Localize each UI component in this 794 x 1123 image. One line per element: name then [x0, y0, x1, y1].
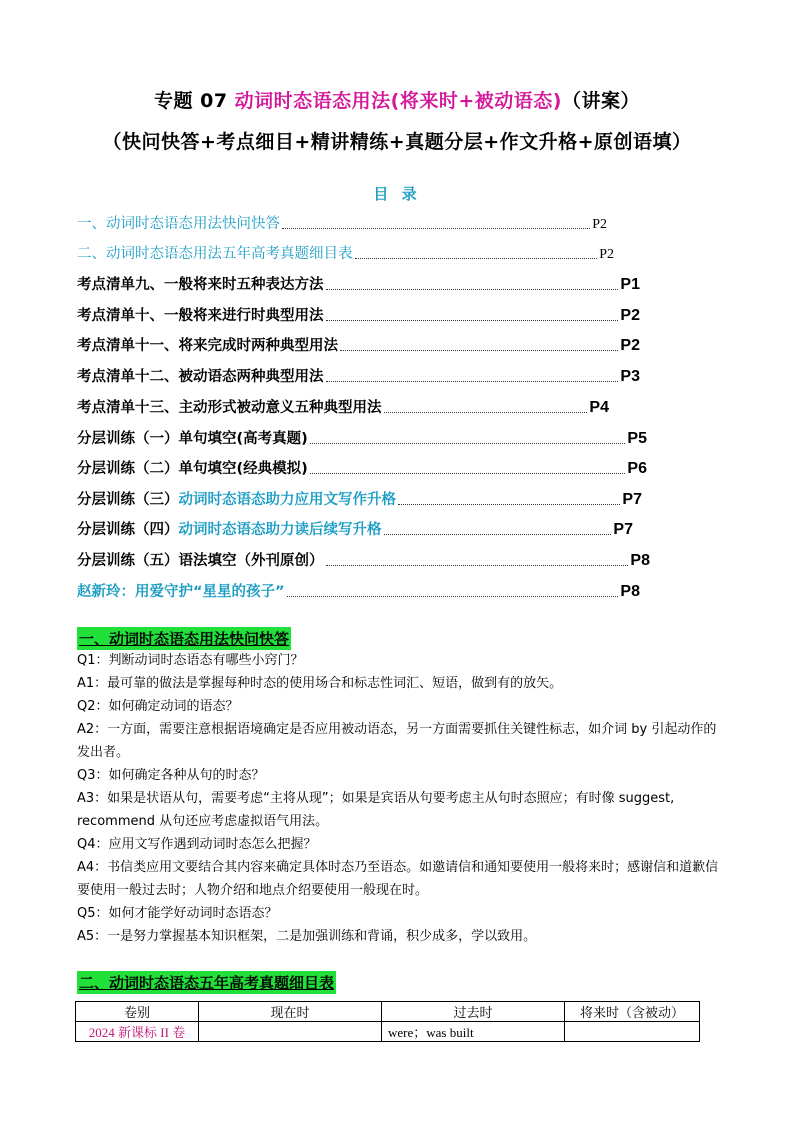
toc-item[interactable]	[77, 364, 640, 386]
table-cell	[565, 1022, 700, 1042]
toc-item-page: P3	[620, 368, 640, 385]
toc-item-label-part-a: 分层训练（四）	[77, 522, 179, 538]
toc-item-label: 分层训练（二）单句填空(经典模拟)	[77, 461, 308, 477]
table-header-cell: 将来时（含被动）	[565, 1002, 700, 1022]
table-header-cell: 卷别	[76, 1002, 199, 1022]
table-cell: were；was built	[382, 1022, 565, 1042]
toc-leader	[326, 289, 619, 290]
exam-table	[75, 1001, 700, 1042]
toc-item[interactable]	[77, 548, 650, 570]
toc-item-page: P7	[622, 491, 642, 508]
qa-line: A2：一方面，需要注意根据语境确定是否应用被动语态，另一方面需要抓住关键性标志，如介词 by 引起动作的发出者。	[77, 722, 717, 760]
toc-item-label: 一、动词时态语态用法快问快答	[77, 216, 280, 232]
toc-item-page: P2	[599, 247, 614, 262]
toc-item[interactable]	[77, 579, 640, 601]
document-title	[0, 86, 794, 113]
toc-item[interactable]	[77, 395, 609, 417]
qa-line: Q5：如何才能学好动词时态语态？	[77, 906, 278, 921]
toc-item[interactable]	[77, 241, 614, 263]
toc-item-label	[77, 488, 396, 509]
toc-item[interactable]	[77, 426, 647, 448]
table-cell	[199, 1022, 382, 1042]
table-row	[76, 1022, 700, 1042]
title-suffix: （讲案）	[561, 90, 640, 112]
toc-item-page: P1	[620, 276, 640, 293]
qa-line: Q4：应用文写作遇到动词时态怎么把握？	[77, 837, 317, 852]
toc-item[interactable]	[77, 303, 640, 325]
title-highlight: 动词时态语态用法(将来时+被动语态)	[234, 90, 562, 112]
toc-leader	[398, 504, 620, 505]
section-heading-quick-qa	[77, 627, 291, 650]
qa-line: Q2：如何确定动词的语态？	[77, 699, 239, 714]
qa-line: A1：最可靠的做法是掌握每种时态的使用场合和标志性词汇、短语，做到有的放矢。	[77, 676, 563, 691]
toc-item[interactable]	[77, 456, 647, 478]
toc-item-label: 分层训练（五）语法填空（外刊原创）	[77, 553, 324, 569]
toc-item[interactable]	[77, 487, 642, 509]
toc-item-label: 二、动词时态语态用法五年高考真题细目表	[77, 246, 353, 262]
toc-item-label: 考点清单十二、被动语态两种典型用法	[77, 369, 324, 385]
qa-line: Q1：判断动词时态语态有哪些小窍门？	[77, 653, 304, 668]
toc-item-page: P4	[589, 399, 609, 416]
toc-leader	[326, 381, 619, 382]
section-heading-exam-table	[77, 971, 336, 994]
section-heading-text: 二、动词时态语态五年高考真题细目表	[79, 974, 335, 992]
toc-item-label	[77, 518, 382, 539]
toc-item-page: P8	[630, 552, 650, 569]
toc-item-page: P2	[592, 217, 607, 232]
toc-item[interactable]	[77, 211, 607, 233]
document-subtitle: （快问快答+考点细目+精讲精练+真题分层+作文升格+原创语填）	[102, 131, 692, 153]
toc-item[interactable]	[77, 517, 633, 539]
toc-leader	[326, 320, 619, 321]
toc-item-page: P5	[627, 430, 647, 447]
toc-item-label: 考点清单十一、将来完成时两种典型用法	[77, 338, 338, 354]
toc-item-label-part-b: 动词时态语态助力应用文写作升格	[178, 492, 396, 508]
toc-item-label: 赵新玲：用爱守护“星星的孩子”	[77, 584, 285, 600]
toc-leader	[384, 412, 588, 413]
toc-leader	[326, 565, 629, 566]
toc-item-page: P2	[620, 307, 640, 324]
toc-heading: 目 录	[373, 185, 421, 203]
toc-item-label: 考点清单九、一般将来时五种表达方法	[77, 277, 324, 293]
toc-item-label-part-a: 分层训练（三）	[77, 492, 179, 508]
toc-leader	[287, 596, 619, 597]
title-prefix: 专题 07	[154, 90, 235, 112]
toc-item-page: P6	[627, 460, 647, 477]
toc-item-page: P8	[620, 583, 640, 600]
toc-leader	[355, 258, 598, 259]
toc-item[interactable]	[77, 272, 640, 294]
toc-leader	[310, 473, 626, 474]
toc-item-label: 考点清单十三、主动形式被动意义五种典型用法	[77, 400, 382, 416]
table-cell: 2024 新课标 II 卷	[76, 1022, 199, 1042]
table-header-row	[76, 1002, 700, 1022]
section-heading-text: 一、动词时态语态用法快问快答	[79, 630, 290, 648]
qa-line: A5：一是努力掌握基本知识框架，二是加强训练和背诵，积少成多，学以致用。	[77, 929, 537, 944]
toc-leader	[310, 443, 626, 444]
qa-line: Q3：如何确定各种从句的时态？	[77, 768, 265, 783]
table-header-cell: 过去时	[382, 1002, 565, 1022]
qa-line: A4：书信类应用文要结合其内容来确定具体时态乃至语态。如邀请信和通知要使用一般将来时；感谢信和道歉信要使用一般过去时；人物介绍和地点介绍要使用一般现在时。	[77, 860, 719, 898]
table-header-cell: 现在时	[199, 1002, 382, 1022]
toc-item[interactable]	[77, 333, 640, 355]
toc-item-label: 考点清单十、一般将来进行时典型用法	[77, 308, 324, 324]
toc-leader	[282, 228, 590, 229]
toc-item-page: P2	[620, 337, 640, 354]
toc-item-page: P7	[613, 521, 633, 538]
qa-line: A3：如果是状语从句，需要考虑“主将从现”；如果是宾语从句要考虑主从句时态照应；有时像 suggest, recommend 从句还应考虑虚拟语气用法。	[77, 791, 675, 829]
toc-item-label-part-b: 动词时态语态助力读后续写升格	[178, 522, 382, 538]
qa-block	[77, 649, 719, 948]
toc-leader	[340, 350, 618, 351]
toc-leader	[384, 534, 612, 535]
toc-item-label: 分层训练（一）单句填空(高考真题)	[77, 431, 308, 447]
